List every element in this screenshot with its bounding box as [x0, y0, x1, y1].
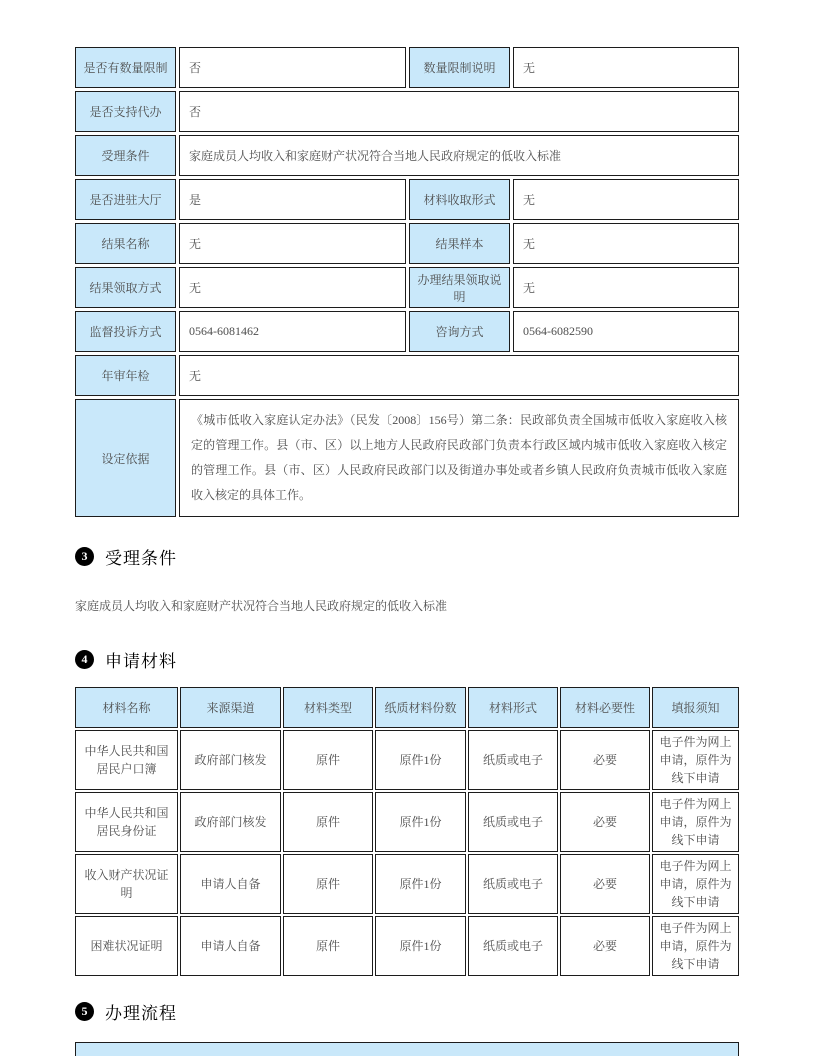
- section-number-icon: 4: [75, 650, 94, 669]
- table-row: [75, 311, 739, 352]
- cell-necessity: 必要: [560, 730, 650, 790]
- section-number-icon: 5: [75, 1002, 94, 1021]
- column-header: 材料形式: [468, 687, 558, 728]
- cell-notes: 电子件为网上申请，原件为线下申请: [652, 854, 739, 914]
- cell-necessity: 必要: [560, 916, 650, 976]
- cell-type: 原件: [283, 854, 373, 914]
- cell-material-name: 中华人民共和国居民身份证: [75, 792, 178, 852]
- field-value: 否: [179, 91, 739, 132]
- table-row: [75, 916, 739, 976]
- table-row: [75, 135, 739, 176]
- field-value: 无: [513, 179, 739, 220]
- field-label: 数量限制说明: [409, 47, 510, 88]
- section-heading-process-flow: [75, 999, 739, 1024]
- field-value: 否: [179, 47, 406, 88]
- field-label: 是否有数量限制: [75, 47, 176, 88]
- section-body-text: 家庭成员人均收入和家庭财产状况符合当地人民政府规定的低收入标准: [75, 599, 448, 613]
- cell-source: 政府部门核发: [180, 730, 281, 790]
- section-title: 办理流程: [105, 1004, 177, 1023]
- table-header-row: [75, 687, 739, 728]
- cell-material-name: 收入财产状况证明: [75, 854, 178, 914]
- cell-source: 申请人自备: [180, 916, 281, 976]
- table-row: [75, 792, 739, 852]
- table-row: [75, 399, 739, 517]
- field-label: 年审年检: [75, 355, 176, 396]
- field-value: 无: [513, 47, 739, 88]
- table-row: [75, 91, 739, 132]
- field-label: 结果名称: [75, 223, 176, 264]
- cell-notes: 电子件为网上申请，原件为线下申请: [652, 792, 739, 852]
- table-row: [75, 179, 739, 220]
- next-table-header-peek: [75, 1042, 739, 1056]
- field-label: 材料收取形式: [409, 179, 510, 220]
- cell-copies: 原件1份: [375, 916, 466, 976]
- column-header: 来源渠道: [180, 687, 281, 728]
- cell-necessity: 必要: [560, 792, 650, 852]
- table-row: [75, 267, 739, 308]
- field-value: 0564-6082590: [513, 311, 739, 352]
- field-label: 办理结果领取说明: [409, 267, 510, 308]
- field-value: 无: [513, 223, 739, 264]
- cell-notes: 电子件为网上申请，原件为线下申请: [652, 730, 739, 790]
- column-header: 纸质材料份数: [375, 687, 466, 728]
- table-row: [75, 355, 739, 396]
- section-number-icon: 3: [75, 547, 94, 566]
- table-row: [75, 47, 739, 88]
- field-value: 家庭成员人均收入和家庭财产状况符合当地人民政府规定的低收入标准: [179, 135, 739, 176]
- table-row: [75, 730, 739, 790]
- field-value: 无: [513, 267, 739, 308]
- field-value: 无: [179, 223, 406, 264]
- cell-notes: 电子件为网上申请，原件为线下申请: [652, 916, 739, 976]
- cell-type: 原件: [283, 792, 373, 852]
- cell-form: 纸质或电子: [468, 792, 558, 852]
- field-label: 咨询方式: [409, 311, 510, 352]
- field-value: 0564-6081462: [179, 311, 406, 352]
- cell-necessity: 必要: [560, 854, 650, 914]
- field-label: 受理条件: [75, 135, 176, 176]
- cell-type: 原件: [283, 730, 373, 790]
- materials-table: [73, 685, 741, 978]
- section-title: 受理条件: [105, 549, 177, 568]
- field-label: 结果样本: [409, 223, 510, 264]
- cell-material-name: 中华人民共和国居民户口簿: [75, 730, 178, 790]
- field-value: 无: [179, 355, 739, 396]
- cell-source: 申请人自备: [180, 854, 281, 914]
- cell-material-name: 困难状况证明: [75, 916, 178, 976]
- section-title: 申请材料: [105, 652, 177, 671]
- cell-copies: 原件1份: [375, 854, 466, 914]
- cell-source: 政府部门核发: [180, 792, 281, 852]
- column-header: 材料必要性: [560, 687, 650, 728]
- cell-copies: 原件1份: [375, 730, 466, 790]
- column-header: 填报须知: [652, 687, 739, 728]
- column-header: 材料类型: [283, 687, 373, 728]
- field-value: 无: [179, 267, 406, 308]
- column-header: 材料名称: [75, 687, 178, 728]
- field-label: 是否支持代办: [75, 91, 176, 132]
- cell-copies: 原件1份: [375, 792, 466, 852]
- field-label: 监督投诉方式: [75, 311, 176, 352]
- field-value: 是: [179, 179, 406, 220]
- cell-form: 纸质或电子: [468, 730, 558, 790]
- service-info-table: [72, 44, 742, 520]
- page-content: [75, 47, 739, 1024]
- cell-form: 纸质或电子: [468, 854, 558, 914]
- table-row: [75, 854, 739, 914]
- section-heading-application-materials: [75, 647, 739, 672]
- field-label: 设定依据: [75, 399, 176, 517]
- cell-type: 原件: [283, 916, 373, 976]
- cell-form: 纸质或电子: [468, 916, 558, 976]
- field-value: 《城市低收入家庭认定办法》（民发〔2008〕156号）第二条：民政部负责全国城市低收入家庭收入核定的管理工作。县（市、区）以上地方人民政府民政部门负责本行政区域内城市低收入家庭收入核定的管理工作。县（市、区）人民政府民政部门以及街道办事处或者乡镇人民政府负责城市低收入家庭收入核定的具体工作。: [179, 399, 739, 517]
- section-heading-acceptance-conditions: [75, 544, 739, 569]
- field-label: 结果领取方式: [75, 267, 176, 308]
- field-label: 是否进驻大厅: [75, 179, 176, 220]
- table-row: [75, 223, 739, 264]
